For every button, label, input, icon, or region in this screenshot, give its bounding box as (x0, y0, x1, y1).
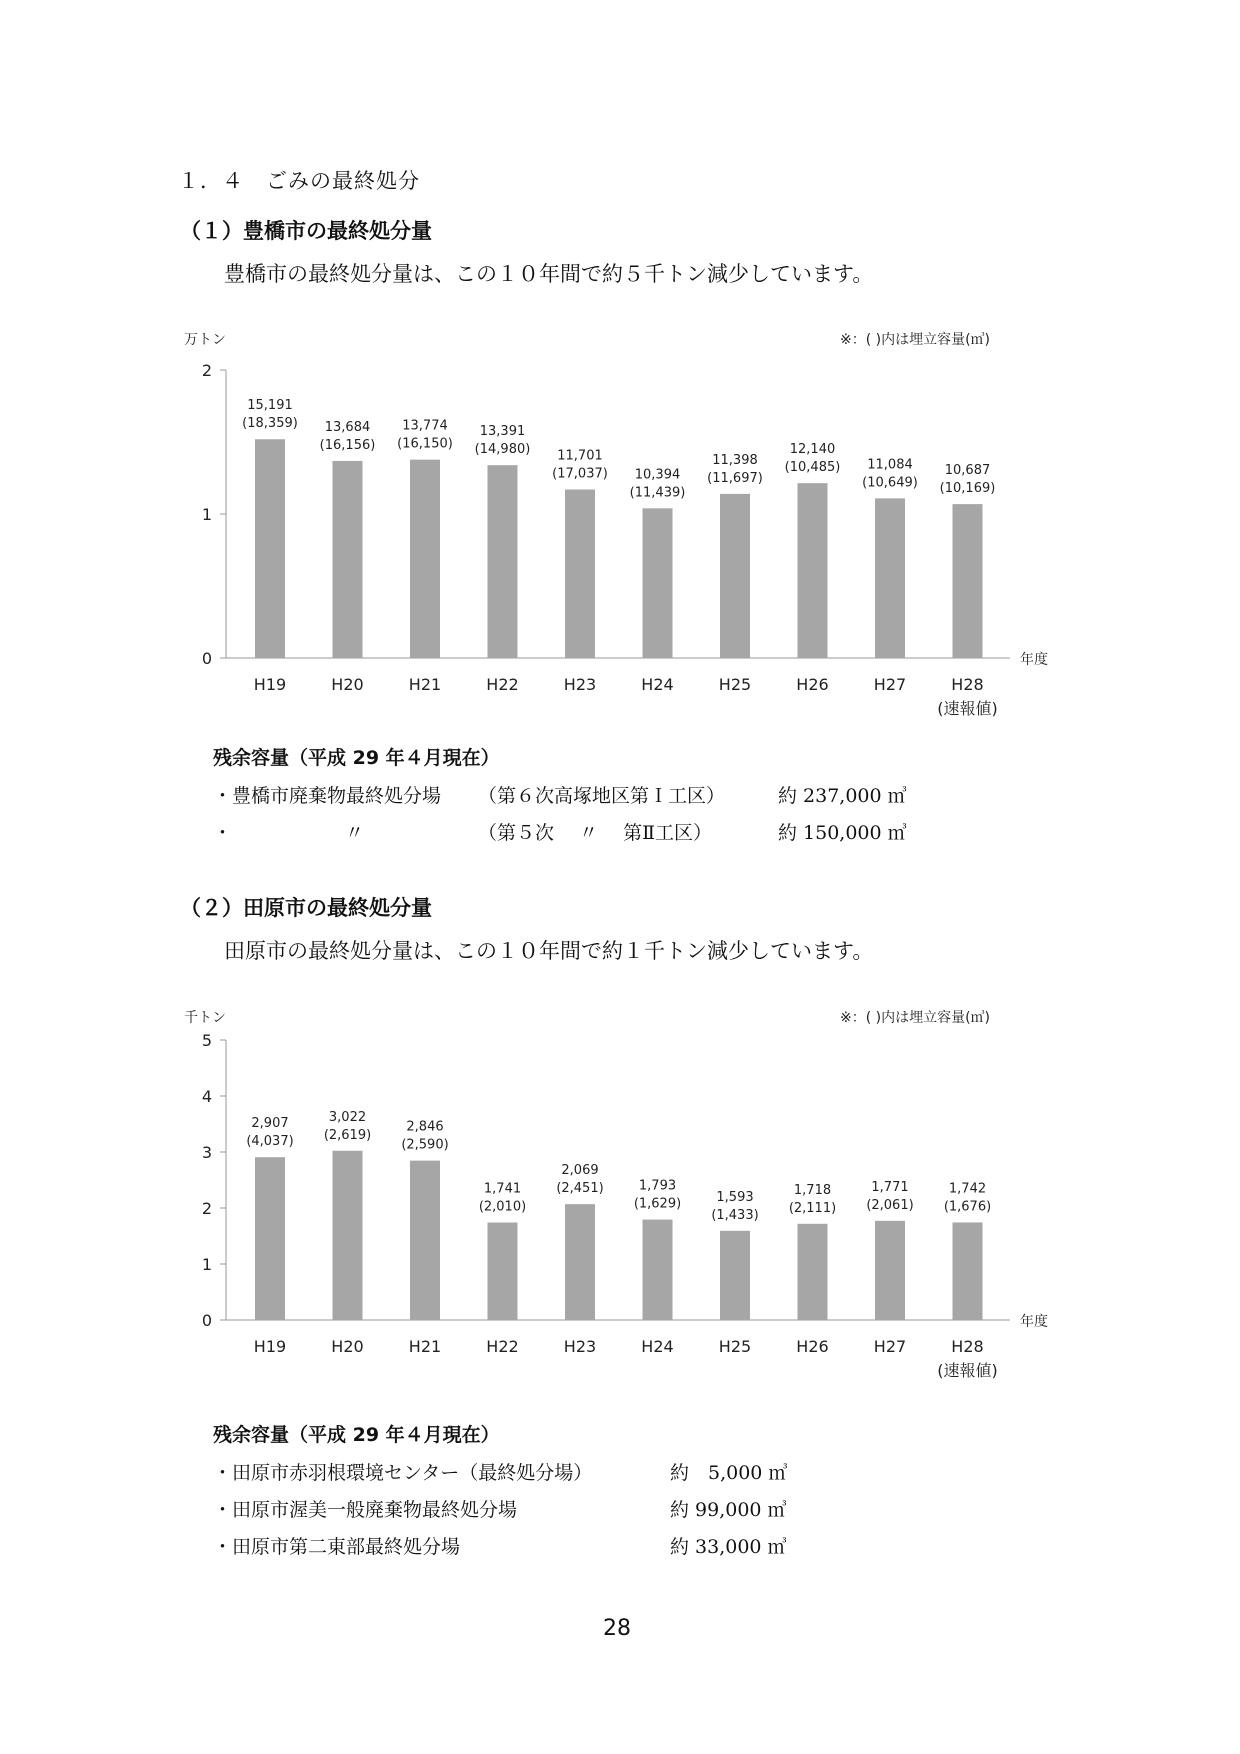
bullet: ・ (213, 1462, 233, 1484)
y-unit-label: 万トン (184, 332, 226, 348)
data-label: 2,907 (251, 1116, 289, 1132)
bullet: ・ (213, 822, 233, 844)
bar (720, 494, 750, 658)
x-tick-label: H26 (796, 675, 829, 694)
bar (488, 1223, 518, 1320)
bullet: ・ (213, 1536, 233, 1558)
data-sublabel: (10,169) (939, 481, 996, 497)
part1-heading: （１）豊橋市の最終処分量 (180, 219, 432, 243)
bar (565, 490, 595, 658)
x-tick-label: H25 (718, 675, 752, 694)
data-label: 13,391 (479, 424, 526, 440)
data-label: 11,084 (867, 457, 913, 473)
data-sublabel: (2,590) (401, 1137, 449, 1153)
y-tick-label: 1 (201, 1255, 212, 1274)
bar (488, 465, 518, 658)
data-label: 10,394 (634, 467, 681, 483)
data-sublabel: (16,150) (397, 436, 453, 452)
bar (953, 1222, 983, 1320)
data-label: 1,742 (948, 1181, 987, 1197)
x-tick-label: H19 (253, 1337, 287, 1356)
x-tick-label: H22 (486, 675, 519, 694)
bar (565, 1204, 595, 1320)
part2-remaining-title: 残余容量（平成 29 年４月現在） (213, 1424, 500, 1446)
data-sublabel: (2,111) (788, 1200, 837, 1216)
bar (798, 483, 828, 658)
section-title: １．４ ごみの最終処分 (178, 169, 420, 193)
x-tick-label: H23 (563, 675, 597, 694)
data-sublabel: (11,439) (629, 485, 686, 501)
data-label: 1,741 (483, 1181, 522, 1197)
data-label: 1,593 (716, 1189, 754, 1205)
bar (255, 1157, 285, 1320)
x-tick-label: H21 (408, 675, 442, 694)
facility-amount: 約 5,000 ㎥ (670, 1462, 788, 1484)
data-label: 13,774 (402, 418, 448, 434)
y-tick-label: 0 (201, 649, 212, 668)
x-tick-label: H28 (951, 675, 984, 694)
x-tick-label: H23 (563, 1337, 597, 1356)
facility-amount: 約 150,000 ㎥ (778, 822, 907, 844)
data-label: 2,846 (406, 1119, 444, 1135)
bar (875, 1221, 905, 1320)
x-tick-label: H27 (873, 675, 907, 694)
data-label: 11,701 (557, 448, 603, 464)
bar (643, 1220, 673, 1320)
data-label: 1,718 (793, 1182, 832, 1198)
data-sublabel: (18,359) (242, 416, 298, 432)
y-tick-label: 4 (201, 1087, 212, 1106)
data-sublabel: (2,061) (866, 1197, 914, 1213)
facility-name: 〃 (345, 822, 365, 844)
bar (255, 439, 285, 658)
page-number: 28 (603, 1616, 631, 1641)
part2-heading: （２）田原市の最終処分量 (180, 896, 432, 920)
bar (333, 1151, 363, 1320)
data-label: 1,793 (638, 1178, 677, 1194)
facility-area: （第５次 〃 第Ⅱ工区） (478, 822, 712, 844)
data-sublabel: (2,010) (478, 1199, 527, 1215)
x-tick-label: H19 (253, 675, 287, 694)
y-tick-label: 3 (201, 1143, 212, 1162)
bullet: ・ (213, 1499, 233, 1521)
chart-note: ※：( )内は埋立容量(㎥) (839, 1010, 990, 1026)
part2-lead: 田原市の最終処分量は、この１０年間で約１千トン減少しています。 (224, 939, 874, 963)
x-tick-label: H20 (331, 675, 364, 694)
facility-amount: 約 99,000 ㎥ (670, 1499, 787, 1521)
data-label: 12,140 (789, 442, 836, 458)
x-tick-sublabel: (速報値) (937, 699, 998, 718)
bar (333, 461, 363, 658)
facility-amount: 約 237,000 ㎥ (778, 785, 907, 807)
x-tick-label: H25 (718, 1337, 752, 1356)
x-tick-label: H26 (796, 1337, 829, 1356)
part2-remaining-item (213, 1495, 517, 1522)
chart-note: ※：( )内は埋立容量(㎥) (839, 332, 990, 348)
data-sublabel: (1,676) (943, 1199, 992, 1215)
facility-name: 豊橋市廃棄物最終処分場 (232, 785, 442, 807)
x-tick-label: H21 (408, 1337, 442, 1356)
x-tick-label: H22 (486, 1337, 519, 1356)
data-sublabel: (4,037) (246, 1134, 294, 1150)
y-tick-label: 5 (201, 1031, 212, 1050)
data-label: 2,069 (561, 1163, 599, 1179)
bar (720, 1231, 750, 1320)
data-sublabel: (1,433) (711, 1207, 759, 1223)
data-sublabel: (17,037) (552, 466, 608, 482)
y-tick-label: 1 (201, 505, 212, 524)
data-sublabel: (10,485) (784, 460, 841, 476)
y-unit-label: 千トン (184, 1010, 226, 1026)
part1-lead: 豊橋市の最終処分量は、この１０年間で約５千トン減少しています。 (224, 262, 874, 286)
data-label: 11,398 (712, 452, 758, 468)
x-tick-sublabel: (速報値) (937, 1361, 998, 1380)
data-sublabel: (14,980) (474, 442, 531, 458)
bar (875, 498, 905, 658)
data-label: 15,191 (247, 398, 293, 414)
chart-toyohashi (180, 320, 1070, 725)
x-tick-label: H28 (951, 1337, 984, 1356)
x-tick-label: H20 (331, 1337, 364, 1356)
data-sublabel: (11,697) (707, 470, 763, 486)
facility-name: 田原市渥美一般廃棄物最終処分場 (232, 1499, 518, 1521)
data-label: 13,684 (324, 419, 371, 435)
data-sublabel: (1,629) (633, 1196, 682, 1212)
data-sublabel: (2,619) (323, 1127, 372, 1143)
data-label: 1,771 (871, 1179, 909, 1195)
part2-remaining-item (213, 1532, 460, 1559)
part2-remaining-item (213, 1458, 592, 1485)
x-tick-label: H24 (641, 1337, 674, 1356)
chart-tahara (180, 998, 1070, 1398)
y-tick-label: 2 (201, 361, 212, 380)
part1-remaining-item (213, 781, 441, 808)
facility-name: 田原市第二東部最終処分場 (232, 1536, 461, 1558)
y-tick-label: 2 (201, 1199, 212, 1218)
data-sublabel: (16,156) (319, 437, 376, 453)
data-sublabel: (10,649) (862, 475, 918, 491)
facility-area: （第６次高塚地区第Ｉ工区） (478, 785, 726, 807)
part1-remaining-title: 残余容量（平成 29 年４月現在） (213, 747, 500, 769)
facility-name: 田原市赤羽根環境センター（最終処分場） (232, 1462, 593, 1484)
facility-amount: 約 33,000 ㎥ (670, 1536, 787, 1558)
bar (643, 508, 673, 658)
data-label: 10,687 (944, 463, 991, 479)
x-axis-unit-label: 年度 (1020, 1314, 1048, 1330)
x-axis-unit-label: 年度 (1020, 652, 1048, 668)
bar (953, 504, 983, 658)
bar (410, 1161, 440, 1320)
bullet: ・ (213, 785, 233, 807)
data-sublabel: (2,451) (556, 1181, 604, 1197)
bar (410, 460, 440, 658)
x-tick-label: H24 (641, 675, 674, 694)
x-tick-label: H27 (873, 1337, 907, 1356)
data-label: 3,022 (328, 1109, 367, 1125)
y-tick-label: 0 (201, 1311, 212, 1330)
bar (798, 1224, 828, 1320)
